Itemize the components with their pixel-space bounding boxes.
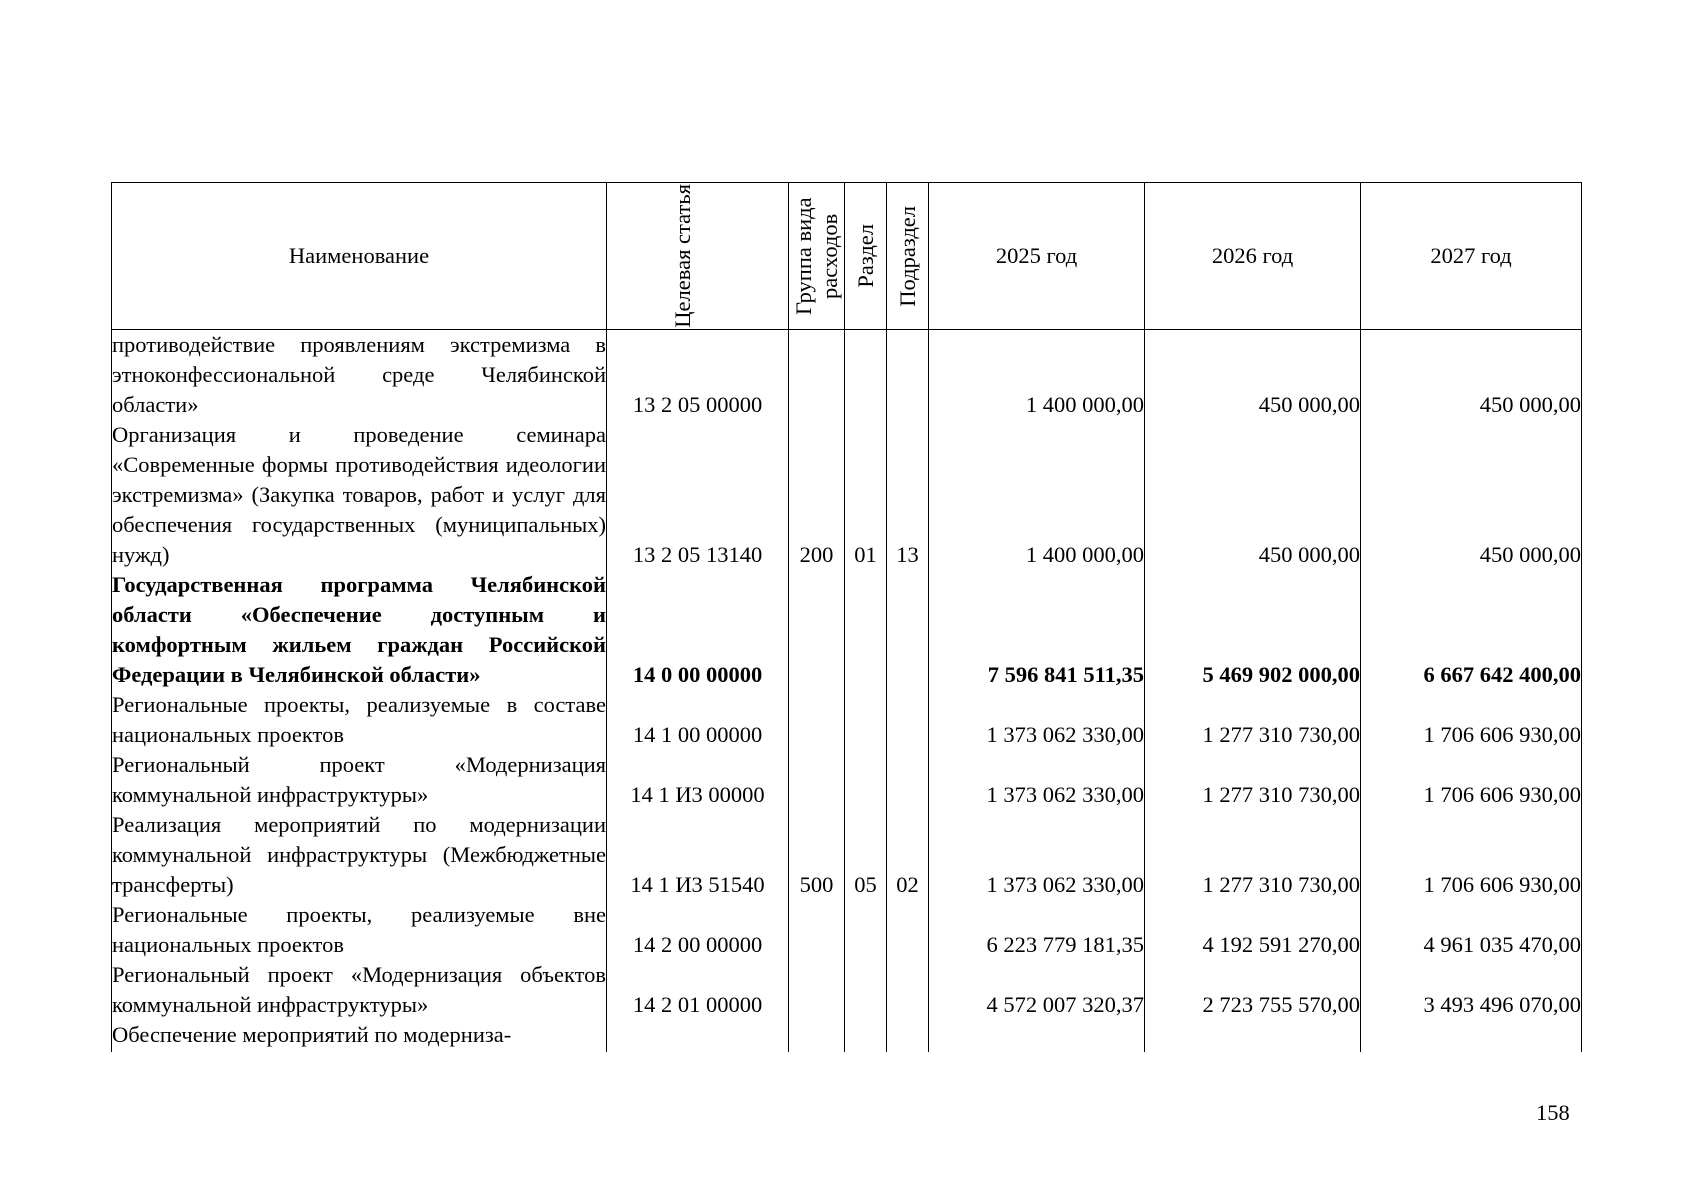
row-group xyxy=(789,750,845,810)
header-subsection xyxy=(887,183,929,330)
table-row xyxy=(112,1020,1582,1052)
page-number: 158 xyxy=(1536,1100,1570,1125)
row-2026: 2 723 755 570,00 xyxy=(1145,960,1361,1020)
row-target xyxy=(607,1020,789,1052)
row-group: 500 xyxy=(789,810,845,900)
row-target: 14 1 И3 00000 xyxy=(607,750,789,810)
row-name: Региональные проекты, реализуемые вне национальных проектов xyxy=(112,900,607,960)
row-section xyxy=(845,1020,887,1052)
header-section xyxy=(845,183,887,330)
table-row xyxy=(112,960,1582,1020)
row-2025: 6 223 779 181,35 xyxy=(929,900,1145,960)
row-2027 xyxy=(1361,1020,1582,1052)
row-target: 14 0 00 00000 xyxy=(607,570,789,690)
table-row xyxy=(112,420,1582,570)
row-subsection xyxy=(887,900,929,960)
row-2026: 1 277 310 730,00 xyxy=(1145,690,1361,750)
row-subsection: 02 xyxy=(887,810,929,900)
table-row xyxy=(112,900,1582,960)
row-2027: 1 706 606 930,00 xyxy=(1361,810,1582,900)
header-group-label: Группа вида расходов xyxy=(790,197,842,315)
row-2025: 1 373 062 330,00 xyxy=(929,690,1145,750)
row-name: Региональный проект «Модернизация коммунальной инфраструктуры» xyxy=(112,750,607,810)
row-2025: 1 373 062 330,00 xyxy=(929,750,1145,810)
row-2027: 4 961 035 470,00 xyxy=(1361,900,1582,960)
row-section xyxy=(845,570,887,690)
row-name: Региональный проект «Модернизация объектов коммунальной инфраструктуры» xyxy=(112,960,607,1020)
table-row-program xyxy=(112,570,1582,690)
row-subsection xyxy=(887,1020,929,1052)
row-2026: 1 277 310 730,00 xyxy=(1145,750,1361,810)
header-group xyxy=(789,183,845,330)
row-section xyxy=(845,750,887,810)
row-group xyxy=(789,690,845,750)
table-row xyxy=(112,750,1582,810)
row-2025: 1 373 062 330,00 xyxy=(929,810,1145,900)
row-2027: 1 706 606 930,00 xyxy=(1361,750,1582,810)
budget-table xyxy=(111,182,1582,1052)
row-subsection xyxy=(887,960,929,1020)
row-group xyxy=(789,1020,845,1052)
header-section-label: Раздел xyxy=(852,224,878,288)
row-target: 13 2 05 00000 xyxy=(607,330,789,421)
row-name: Государственная программа Челябинской области «Обеспечение доступным и комфортным жильем граждан Российской Федерации в Челябинской области» xyxy=(112,570,607,690)
row-section xyxy=(845,960,887,1020)
row-target: 14 1 00 00000 xyxy=(607,690,789,750)
row-2025: 1 400 000,00 xyxy=(929,420,1145,570)
row-group: 200 xyxy=(789,420,845,570)
row-2027: 1 706 606 930,00 xyxy=(1361,690,1582,750)
row-section: 05 xyxy=(845,810,887,900)
header-target-label: Целевая статья xyxy=(669,184,695,328)
row-section xyxy=(845,900,887,960)
row-2027: 3 493 496 070,00 xyxy=(1361,960,1582,1020)
row-2026: 450 000,00 xyxy=(1145,420,1361,570)
table-header-row xyxy=(112,183,1582,330)
table-row xyxy=(112,810,1582,900)
row-name: Региональные проекты, реализуемые в составе национальных проектов xyxy=(112,690,607,750)
row-group xyxy=(789,900,845,960)
row-2027: 450 000,00 xyxy=(1361,420,1582,570)
row-target: 14 2 01 00000 xyxy=(607,960,789,1020)
table-row xyxy=(112,690,1582,750)
row-target: 14 2 00 00000 xyxy=(607,900,789,960)
row-2026: 4 192 591 270,00 xyxy=(1145,900,1361,960)
row-2026: 1 277 310 730,00 xyxy=(1145,810,1361,900)
row-subsection xyxy=(887,330,929,421)
row-target: 13 2 05 13140 xyxy=(607,420,789,570)
row-group xyxy=(789,960,845,1020)
row-section: 01 xyxy=(845,420,887,570)
row-name: Реализация мероприятий по модернизации коммунальной инфраструктуры (Межбюджетные трансферты) xyxy=(112,810,607,900)
row-2026: 450 000,00 xyxy=(1145,330,1361,421)
header-name: Наименование xyxy=(112,183,607,330)
header-2026: 2026 год xyxy=(1145,183,1361,330)
row-2026 xyxy=(1145,1020,1361,1052)
row-section xyxy=(845,330,887,421)
row-subsection: 13 xyxy=(887,420,929,570)
row-2026: 5 469 902 000,00 xyxy=(1145,570,1361,690)
row-name: Организация и проведение семинара «Современные формы противодействия идеологии экстремизма» (Закупка товаров, работ и услуг для обеспечения государственных (муниципальных) нужд) xyxy=(112,420,607,570)
row-2025: 4 572 007 320,37 xyxy=(929,960,1145,1020)
header-subsection-label: Подраздел xyxy=(894,205,920,307)
row-2025: 7 596 841 511,35 xyxy=(929,570,1145,690)
row-name: Обеспечение мероприятий по модерниза- xyxy=(112,1020,607,1052)
row-2025: 1 400 000,00 xyxy=(929,330,1145,421)
row-subsection xyxy=(887,570,929,690)
header-2025: 2025 год xyxy=(929,183,1145,330)
row-target: 14 1 И3 51540 xyxy=(607,810,789,900)
row-group xyxy=(789,570,845,690)
row-group xyxy=(789,330,845,421)
header-2027: 2027 год xyxy=(1361,183,1582,330)
table-row xyxy=(112,330,1582,421)
row-2027: 450 000,00 xyxy=(1361,330,1582,421)
row-2025 xyxy=(929,1020,1145,1052)
row-2027: 6 667 642 400,00 xyxy=(1361,570,1582,690)
row-section xyxy=(845,690,887,750)
header-target xyxy=(607,183,789,330)
row-subsection xyxy=(887,750,929,810)
row-subsection xyxy=(887,690,929,750)
row-name: противодействие проявлениям экстремизма в этноконфессиональной среде Челябинской области» xyxy=(112,330,607,421)
